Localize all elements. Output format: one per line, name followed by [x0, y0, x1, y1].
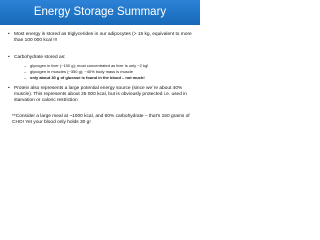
sub-bullet-marker: – [24, 69, 27, 74]
slide [0, 0, 200, 134]
sub-bullet-text: only about 30 g of glucose is found in the blood – not much! [30, 75, 145, 80]
bullet-text: Most energy is stored as triglycerides in our adipocytes (> 15 kg, equivalent to more than 100 000 kcal !!! [14, 32, 192, 43]
title-bar [0, 0, 200, 25]
sub-bullet-marker: – [24, 75, 27, 80]
sub-bullet-text: glycogen in liver (~150 g); most concentrated as liver is only ~2 kg! [30, 63, 149, 68]
sub-bullet-marker: – [24, 63, 27, 68]
bullet-carbohydrate-storage [8, 55, 192, 61]
bullet-protein-energy [8, 86, 192, 104]
bullet-marker: • [8, 55, 10, 60]
slide-title: Energy Storage Summary [33, 5, 167, 18]
bullet-marker: • [8, 32, 10, 37]
sub-bullet-blood-glucose [24, 75, 192, 80]
sub-bullet-muscle-glycogen [24, 69, 192, 74]
sub-bullet-text: glycogen in muscles (~350 g); ~40% body mass is muscle [30, 69, 133, 74]
bullet-text: Protein also represents a large potential energy source (since we´re about 40% muscle). This represents about 25 000 kcal, but is obviously protected i.e. used in starvation or caloric restriction [14, 86, 187, 103]
bullet-marker: • [8, 86, 10, 91]
slide-content [0, 25, 200, 134]
bullet-adipocyte-storage [8, 32, 192, 44]
bullet-text: Carbohydrate stored as: [14, 55, 66, 60]
consider-note: **Consider a large meal at ~1000 kcal, and 60% carbohydrate – that’s 150 grams of CHO! Yet your blood only holds 30 g! [12, 114, 190, 125]
sub-bullet-liver-glycogen [24, 63, 192, 68]
